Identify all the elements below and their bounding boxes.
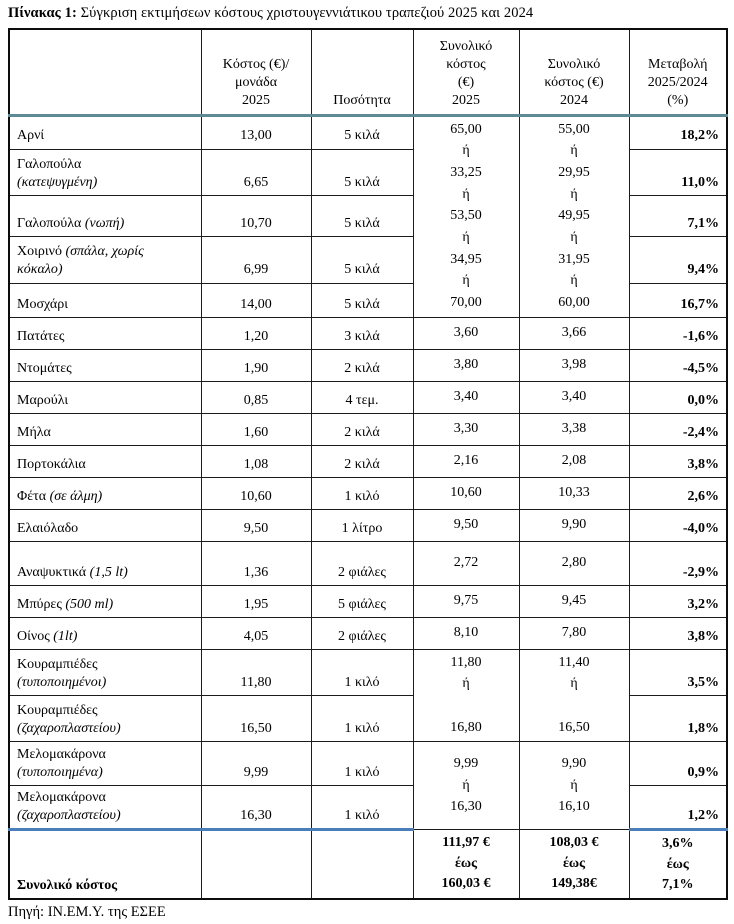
row-total-2025: 9,75 (413, 585, 519, 617)
row-item (9, 696, 201, 742)
row-quantity: 2 κιλά (311, 413, 413, 445)
row-quantity: 3 κιλά (311, 317, 413, 349)
row-quantity: 2 φιάλες (311, 617, 413, 649)
table-row (9, 317, 727, 349)
header-item (9, 29, 201, 115)
row-quantity: 1 κιλό (311, 696, 413, 742)
row-item (9, 283, 201, 317)
row-change: 3,5% (629, 649, 727, 695)
item-qualifier: (κατεψυγμένη) (17, 175, 98, 191)
row-item (9, 115, 201, 149)
row-total-2025: 3,80 (413, 349, 519, 381)
row-change: 9,4% (629, 236, 727, 283)
merged-m2025-v1: 9,99 (453, 755, 479, 771)
merged-k2024-spacer (527, 695, 622, 717)
item-qualifier-line1: (σπάλα, χωρίς (65, 244, 144, 260)
header-total-2025-line1: Συνολικό (439, 38, 493, 54)
header-unit-cost-line1: Κόστος (€)/ (222, 56, 290, 72)
table-row (9, 617, 727, 649)
row-unit-cost: 14,00 (201, 283, 311, 317)
item-name: Μοσχάρι (17, 296, 68, 312)
row-change: 3,2% (629, 585, 727, 617)
table-row (9, 381, 727, 413)
row-item (9, 585, 201, 617)
table-row (9, 649, 727, 695)
header-unit-cost (201, 29, 311, 115)
header-change-line2: 2025/2024 (647, 75, 708, 91)
header-total-2025-line2: κόστος (446, 56, 486, 72)
row-item (9, 477, 201, 509)
item-name: Ντομάτες (17, 360, 72, 376)
merged-2025-or2: ή (462, 186, 470, 202)
row-total-2024: 10,33 (519, 477, 629, 509)
row-quantity: 5 κιλά (311, 283, 413, 317)
header-total-2024 (519, 29, 629, 115)
row-total-2025: 8,10 (413, 617, 519, 649)
item-qualifier: (500 ml) (65, 596, 114, 612)
grand-2025-min: 111,97 € (442, 835, 490, 851)
row-change: -4,5% (629, 349, 727, 381)
merged-m2025-v2: 16,30 (450, 799, 482, 815)
header-change-line3: (%) (667, 93, 689, 109)
merged-k2025-spacer (421, 695, 512, 717)
row-unit-cost: 16,30 (201, 786, 311, 830)
item-name: Πατάτες (17, 328, 65, 344)
grand-2025-max: 160,03 € (441, 876, 491, 892)
merged-2024-or1: ή (570, 143, 578, 159)
row-item (9, 236, 201, 283)
row-change: 1,2% (629, 786, 727, 830)
row-total-2025: 3,40 (413, 381, 519, 413)
grand-total-change (629, 830, 727, 899)
row-change: 7,1% (629, 196, 727, 236)
row-change: -2,9% (629, 541, 727, 585)
table-row (9, 445, 727, 477)
item-name: Κουραμπιέδες (17, 656, 98, 672)
table-caption (0, 0, 734, 28)
row-quantity: 1 κιλό (311, 786, 413, 830)
merged-2024-or4: ή (570, 273, 578, 289)
item-name: Μελομακάρονα (17, 747, 106, 763)
merged-2025-v2: 33,25 (450, 164, 482, 180)
row-item (9, 317, 201, 349)
header-unit-cost-line3: 2025 (242, 93, 270, 109)
row-item (9, 742, 201, 786)
header-change-line1: Μεταβολή (648, 56, 708, 72)
row-quantity: 1 κιλό (311, 477, 413, 509)
row-change: 3,8% (629, 617, 727, 649)
row-quantity: 1 λίτρο (311, 509, 413, 541)
row-total-2024: 9,45 (519, 585, 629, 617)
caption-text: Σύγκριση εκτιμήσεων κόστους χριστουγεννιάτικου τραπεζιού 2025 και 2024 (76, 5, 534, 21)
row-unit-cost: 9,50 (201, 509, 311, 541)
row-unit-cost: 4,05 (201, 617, 311, 649)
grand-change-max: 7,1% (662, 877, 694, 893)
row-total-2024: 3,40 (519, 381, 629, 413)
merged-2024-v5: 60,00 (558, 295, 590, 311)
row-item (9, 649, 201, 695)
item-name: Γαλοπούλα (17, 157, 82, 172)
row-item (9, 509, 201, 541)
grand-2025-sep: έως (454, 855, 478, 871)
row-total-2025: 10,60 (413, 477, 519, 509)
row-item (9, 413, 201, 445)
header-quantity (311, 29, 413, 115)
table-row (9, 477, 727, 509)
grand-total-2024 (519, 830, 629, 899)
merged-m2024-or: ή (570, 777, 578, 793)
item-qualifier: (σε άλμη) (49, 488, 103, 504)
row-change: 18,2% (629, 115, 727, 149)
row-quantity: 5 κιλά (311, 115, 413, 149)
grand-total-unit-cost (201, 830, 311, 899)
row-unit-cost: 11,80 (201, 649, 311, 695)
row-change: -2,4% (629, 413, 727, 445)
merged-2025-v5: 70,00 (450, 295, 482, 311)
grand-2024-max: 149,38€ (551, 876, 597, 892)
header-total-2024-line2: κόστος (€) (544, 75, 604, 91)
merged-total-2025-kourabiedes (413, 649, 519, 742)
row-unit-cost: 1,36 (201, 541, 311, 585)
grand-change-sep: έως (666, 856, 689, 872)
row-total-2025: 2,72 (413, 541, 519, 585)
row-change: 1,8% (629, 696, 727, 742)
merged-total-2024-kourabiedes (519, 649, 629, 742)
header-unit-cost-line2: μονάδα (234, 75, 278, 91)
row-change: -4,0% (629, 509, 727, 541)
item-name: Οίνος (17, 628, 54, 644)
header-total-2024-line3: 2024 (560, 93, 588, 109)
table-row (9, 413, 727, 445)
row-quantity: 5 κιλά (311, 236, 413, 283)
item-qualifier: (ζαχαροπλαστείου) (17, 808, 121, 824)
table-row (9, 585, 727, 617)
item-name: Αναψυκτικά (17, 564, 90, 580)
grand-total-quantity (311, 830, 413, 899)
header-row (9, 29, 727, 115)
row-total-2024: 3,38 (519, 413, 629, 445)
table-row (9, 115, 727, 149)
row-change: 3,8% (629, 445, 727, 477)
merged-k2025-v2: 16,80 (450, 719, 482, 735)
merged-2025-or3: ή (462, 229, 470, 245)
header-quantity-line1: Ποσότητα (333, 93, 391, 109)
row-item (9, 541, 201, 585)
row-unit-cost: 6,99 (201, 236, 311, 283)
row-total-2024: 9,90 (519, 509, 629, 541)
item-name: Αρνί (17, 128, 45, 144)
merged-total-2024-meat (519, 115, 629, 317)
caption-label: Πίνακας 1: (8, 5, 77, 21)
merged-total-2025-melomakarona (413, 742, 519, 830)
grand-change-min: 3,6% (662, 836, 694, 852)
row-item (9, 381, 201, 413)
row-quantity: 4 τεμ. (311, 381, 413, 413)
table-row (9, 742, 727, 786)
item-name: Γαλοπούλα (17, 215, 85, 231)
row-unit-cost: 1,90 (201, 349, 311, 381)
item-qualifier: (νωπή) (84, 215, 125, 231)
row-total-2024: 7,80 (519, 617, 629, 649)
table-body (9, 115, 727, 899)
merged-2025-or1: ή (462, 143, 470, 159)
row-quantity: 1 κιλό (311, 742, 413, 786)
merged-2024-v1: 55,00 (558, 121, 590, 137)
merged-2024-v4: 31,95 (558, 251, 590, 267)
row-item (9, 149, 201, 196)
item-qualifier: (τυποποιημένοι) (17, 674, 107, 690)
row-quantity: 1 κιλό (311, 649, 413, 695)
merged-k2024-or: ή (570, 676, 578, 692)
table-row (9, 349, 727, 381)
row-change: 0,9% (629, 742, 727, 786)
header-total-2024-line1: Συνολικό (547, 56, 601, 72)
row-quantity: 5 φιάλες (311, 585, 413, 617)
row-quantity: 2 φιάλες (311, 541, 413, 585)
row-total-2025: 3,60 (413, 317, 519, 349)
grand-total-label: Συνολικό κόστος (9, 830, 201, 899)
merged-2024-v3: 49,95 (558, 208, 590, 224)
merged-m2024-v2: 16,10 (558, 799, 590, 815)
item-name: Μπύρες (17, 596, 66, 612)
row-change: 16,7% (629, 283, 727, 317)
merged-total-2025-meat (413, 115, 519, 317)
row-unit-cost: 1,60 (201, 413, 311, 445)
header-total-2025-line3: (€) (457, 75, 475, 91)
row-item (9, 349, 201, 381)
merged-total-2024-melomakarona (519, 742, 629, 830)
item-name: Φέτα (17, 488, 50, 504)
row-quantity: 2 κιλά (311, 349, 413, 381)
row-item (9, 617, 201, 649)
merged-2025-v4: 34,95 (450, 251, 482, 267)
row-item (9, 786, 201, 830)
grand-2024-min: 108,03 € (549, 835, 599, 851)
row-total-2025: 3,30 (413, 413, 519, 445)
header-total-2025 (413, 29, 519, 115)
item-qualifier: (τυποποιημένα) (17, 765, 103, 781)
row-total-2024: 3,66 (519, 317, 629, 349)
row-unit-cost: 10,60 (201, 477, 311, 509)
merged-m2024-v1: 9,90 (561, 755, 587, 771)
grand-total-2025 (413, 830, 519, 899)
row-unit-cost: 16,50 (201, 696, 311, 742)
item-qualifier-line2: κόκαλο) (17, 262, 63, 278)
row-unit-cost: 10,70 (201, 196, 311, 236)
row-change: 11,0% (629, 149, 727, 196)
merged-m2025-or: ή (462, 777, 470, 793)
merged-2024-or2: ή (570, 186, 578, 202)
merged-2025-v3: 53,50 (450, 208, 482, 224)
row-unit-cost: 13,00 (201, 115, 311, 149)
row-unit-cost: 6,65 (201, 149, 311, 196)
table-source: Πηγή: ΙΝ.ΕΜ.Υ. της ΕΣΕΕ (8, 904, 166, 921)
row-unit-cost: 0,85 (201, 381, 311, 413)
grand-total-row (9, 830, 727, 899)
grand-2024-sep: έως (562, 855, 586, 871)
table-row (9, 509, 727, 541)
item-qualifier: (ζαχαροπλαστείου) (17, 721, 121, 737)
merged-k2024-v2: 16,50 (558, 719, 590, 735)
item-name: Χοιρινό (17, 244, 66, 260)
merged-2024-or3: ή (570, 229, 578, 245)
row-unit-cost: 9,99 (201, 742, 311, 786)
merged-2025-or4: ή (462, 273, 470, 289)
row-total-2024: 2,80 (519, 541, 629, 585)
table-header (9, 29, 727, 115)
row-quantity: 5 κιλά (311, 149, 413, 196)
cost-comparison-table (8, 28, 728, 900)
merged-k2025-or: ή (462, 676, 470, 692)
item-name: Μήλα (17, 424, 51, 440)
header-total-2025-line4: 2025 (452, 93, 480, 109)
item-name: Μελομακάρονα (17, 790, 106, 806)
merged-2024-v2: 29,95 (558, 164, 590, 180)
row-total-2024: 2,08 (519, 445, 629, 477)
table-row (9, 541, 727, 585)
item-qualifier: (1lt) (53, 628, 78, 644)
row-item (9, 196, 201, 236)
row-change: 0,0% (629, 381, 727, 413)
item-name: Πορτοκάλια (17, 456, 86, 472)
row-unit-cost: 1,95 (201, 585, 311, 617)
row-total-2025: 9,50 (413, 509, 519, 541)
item-name: Ελαιόλαδο (17, 520, 79, 536)
row-quantity: 2 κιλά (311, 445, 413, 477)
merged-k2024-v1: 11,40 (558, 654, 590, 670)
item-name: Κουραμπιέδες (17, 703, 98, 719)
row-unit-cost: 1,20 (201, 317, 311, 349)
row-quantity: 5 κιλά (311, 196, 413, 236)
item-name: Μαρούλι (17, 392, 69, 408)
header-change (629, 29, 727, 115)
table-container (0, 28, 734, 900)
merged-2025-v1: 65,00 (450, 121, 482, 137)
row-item (9, 445, 201, 477)
row-change: -1,6% (629, 317, 727, 349)
row-total-2025: 2,16 (413, 445, 519, 477)
merged-k2025-v1: 11,80 (450, 654, 482, 670)
row-change: 2,6% (629, 477, 727, 509)
row-total-2024: 3,98 (519, 349, 629, 381)
row-unit-cost: 1,08 (201, 445, 311, 477)
item-qualifier: (1,5 lt) (89, 564, 128, 580)
